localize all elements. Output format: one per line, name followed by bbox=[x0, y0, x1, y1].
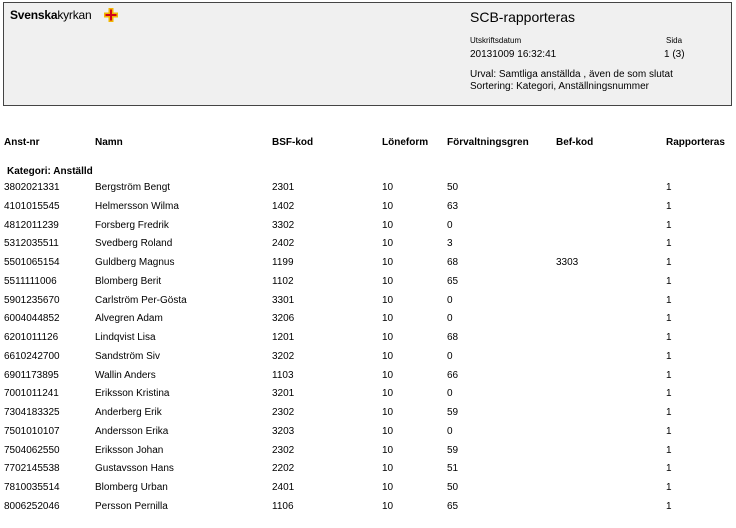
table-cell: 5901235670 bbox=[4, 294, 60, 306]
table-row bbox=[0, 407, 736, 425]
col-header-namn: Namn bbox=[95, 137, 123, 148]
table-cell: 0 bbox=[447, 219, 453, 231]
table-cell: 1 bbox=[666, 313, 672, 325]
table-cell: 8006252046 bbox=[4, 500, 60, 512]
table-cell: 6201011126 bbox=[4, 332, 59, 343]
col-header-rapporteras: Rapporteras bbox=[666, 137, 725, 148]
table-row bbox=[0, 370, 736, 388]
table-cell: 10 bbox=[382, 275, 394, 287]
table-cell: Bergström Bengt bbox=[95, 182, 171, 193]
table-cell: 68 bbox=[447, 332, 459, 343]
table-cell: 1102 bbox=[272, 275, 294, 287]
table-cell: 66 bbox=[447, 369, 459, 381]
table-cell: 10 bbox=[382, 500, 394, 512]
table-cell: 7702145538 bbox=[4, 463, 60, 475]
table-cell: 63 bbox=[447, 200, 459, 212]
table-cell: 10 bbox=[382, 238, 394, 250]
svenska-kyrkan-logo: Svenskakyrkan bbox=[10, 8, 92, 22]
table-cell: 1 bbox=[666, 425, 672, 437]
table-cell: 51 bbox=[447, 463, 459, 475]
table-cell: 10 bbox=[382, 425, 394, 437]
table-cell: 1 bbox=[666, 275, 672, 287]
table-cell: 10 bbox=[382, 369, 394, 381]
print-date-label: Utskriftsdatum bbox=[470, 36, 522, 45]
table-cell: 1 bbox=[666, 350, 672, 362]
table-cell: 68 bbox=[447, 257, 459, 268]
table-cell: 0 bbox=[447, 350, 453, 362]
table-cell: 65 bbox=[447, 500, 459, 512]
table-cell: 1 bbox=[666, 500, 672, 512]
table-cell: 10 bbox=[382, 350, 394, 362]
table-cell: 5501065154 bbox=[4, 257, 60, 268]
table-cell: 50 bbox=[447, 482, 459, 493]
table-cell: 1 bbox=[666, 332, 672, 343]
table-cell: 6004044852 bbox=[4, 313, 60, 325]
table-cell: 0 bbox=[447, 294, 453, 306]
table-cell: Svedberg Roland bbox=[95, 238, 173, 250]
table-cell: 1 bbox=[666, 407, 672, 418]
table-cell: 3303 bbox=[556, 257, 579, 268]
table-cell: 0 bbox=[447, 313, 453, 325]
table-cell: 1199 bbox=[272, 257, 294, 268]
table-cell: 1 bbox=[666, 388, 672, 400]
table-cell: 1 bbox=[666, 482, 672, 493]
selection-text: Urval: Samtliga anställda , även de som slutat bbox=[470, 69, 673, 80]
table-cell: 3302 bbox=[272, 219, 295, 231]
table-cell: 1 bbox=[666, 238, 672, 250]
report-title: SCB-rapporteras bbox=[470, 9, 576, 25]
table-cell: 10 bbox=[382, 257, 394, 268]
print-date: 20131009 16:32:41 bbox=[470, 49, 557, 60]
table-cell: Sandström Siv bbox=[95, 350, 161, 362]
table-cell: 3802021331 bbox=[4, 182, 60, 193]
table-cell: 5511111006 bbox=[4, 275, 57, 287]
table-cell: 1106 bbox=[272, 500, 294, 512]
table-cell: 10 bbox=[382, 313, 394, 325]
table-cell: 10 bbox=[382, 407, 394, 418]
table-cell: Helmersson Wilma bbox=[95, 200, 179, 212]
table-cell: Anderberg Erik bbox=[95, 407, 162, 418]
table-cell: 3202 bbox=[272, 350, 295, 362]
col-header-forvaltningsgren: Förvaltningsgren bbox=[447, 137, 529, 148]
table-cell: 65 bbox=[447, 275, 459, 287]
table-row bbox=[0, 201, 736, 219]
table-row bbox=[0, 238, 736, 256]
table-cell: 1 bbox=[666, 219, 672, 231]
table-cell: 7001011241 bbox=[4, 388, 59, 400]
table-cell: 5312035511 bbox=[4, 238, 59, 250]
table-cell: Blomberg Urban bbox=[95, 482, 168, 493]
table-cell: 3301 bbox=[272, 294, 295, 306]
table-row bbox=[0, 445, 736, 463]
table-cell: 7304183325 bbox=[4, 407, 60, 418]
table-cell: 1 bbox=[666, 294, 672, 306]
table-cell: 3201 bbox=[272, 388, 295, 400]
table-cell: 10 bbox=[382, 200, 394, 212]
table-row bbox=[0, 182, 736, 200]
sorting-text: Sortering: Kategori, Anställningsnummer bbox=[470, 81, 649, 92]
table-cell: Lindqvist Lisa bbox=[95, 332, 156, 343]
table-cell: 4101015545 bbox=[4, 200, 60, 212]
table-cell: 59 bbox=[447, 407, 459, 418]
table-cell: 2402 bbox=[272, 238, 295, 250]
table-cell: 7810035514 bbox=[4, 482, 60, 493]
table-cell: 3 bbox=[447, 238, 453, 250]
table-cell: Eriksson Johan bbox=[95, 444, 164, 456]
table-cell: 7501010107 bbox=[4, 425, 60, 437]
table-row bbox=[0, 501, 736, 519]
table-cell: 1103 bbox=[272, 369, 294, 381]
church-cross-icon bbox=[104, 8, 118, 22]
page-number: 1 (3) bbox=[664, 49, 685, 60]
table-row bbox=[0, 426, 736, 444]
table-cell: 6901173895 bbox=[4, 369, 59, 381]
table-cell: 2202 bbox=[272, 463, 295, 475]
table-row bbox=[0, 351, 736, 369]
table-cell: 10 bbox=[382, 294, 394, 306]
table-cell: Eriksson Kristina bbox=[95, 388, 170, 400]
table-cell: 2302 bbox=[272, 444, 295, 456]
table-cell: 7504062550 bbox=[4, 444, 60, 456]
table-cell: 10 bbox=[382, 182, 394, 193]
table-cell: Blomberg Berit bbox=[95, 275, 162, 287]
table-row bbox=[0, 276, 736, 294]
table-cell: Persson Pernilla bbox=[95, 500, 168, 512]
table-cell: Gustavsson Hans bbox=[95, 463, 174, 475]
table-cell: 6610242700 bbox=[4, 350, 60, 362]
table-cell: 3203 bbox=[272, 425, 295, 437]
table-cell: 1201 bbox=[272, 332, 295, 343]
table-cell: 2401 bbox=[272, 482, 295, 493]
table-row bbox=[0, 463, 736, 481]
table-cell: Forsberg Fredrik bbox=[95, 219, 169, 231]
table-cell: Guldberg Magnus bbox=[95, 257, 175, 268]
table-cell: 59 bbox=[447, 444, 459, 456]
table-cell: 1 bbox=[666, 369, 672, 381]
col-header-loneform: Löneform bbox=[382, 137, 429, 148]
table-cell: 4812011239 bbox=[4, 219, 59, 231]
table-cell: 10 bbox=[382, 482, 394, 493]
table-row bbox=[0, 482, 736, 500]
table-cell: Carlström Per-Gösta bbox=[95, 294, 187, 306]
table-cell: 0 bbox=[447, 388, 453, 400]
table-row bbox=[0, 220, 736, 238]
table-cell: 50 bbox=[447, 182, 459, 193]
col-header-bef-kod: Bef-kod bbox=[556, 137, 594, 148]
table-cell: 1 bbox=[666, 182, 672, 193]
col-header-anst-nr: Anst-nr bbox=[4, 137, 40, 148]
table-cell: 1 bbox=[666, 257, 672, 268]
page-label: Sida bbox=[666, 36, 683, 45]
table-row bbox=[0, 257, 736, 275]
table-row bbox=[0, 388, 736, 406]
table-cell: Alvegren Adam bbox=[95, 313, 163, 325]
table-cell: 10 bbox=[382, 332, 394, 343]
table-cell: 2302 bbox=[272, 407, 295, 418]
table-cell: 10 bbox=[382, 219, 394, 231]
table-cell: 1 bbox=[666, 463, 672, 475]
table-cell: 3206 bbox=[272, 313, 295, 325]
table-row bbox=[0, 295, 736, 313]
report-header bbox=[3, 2, 732, 106]
table-cell: 10 bbox=[382, 388, 394, 400]
table-row bbox=[0, 332, 736, 350]
table-cell: 0 bbox=[447, 425, 453, 437]
col-header-bsf-kod: BSF-kod bbox=[272, 137, 314, 148]
table-cell: 2301 bbox=[272, 182, 295, 193]
table-cell: Andersson Erika bbox=[95, 425, 169, 437]
table-cell: Wallin Anders bbox=[95, 369, 156, 381]
table-cell: 10 bbox=[382, 444, 394, 456]
table-cell: 1 bbox=[666, 444, 672, 456]
table-cell: 1402 bbox=[272, 200, 295, 212]
table-cell: 1 bbox=[666, 200, 672, 212]
table-cell: 10 bbox=[382, 463, 394, 475]
category-heading: Kategori: Anställd bbox=[7, 166, 93, 177]
table-row bbox=[0, 313, 736, 331]
